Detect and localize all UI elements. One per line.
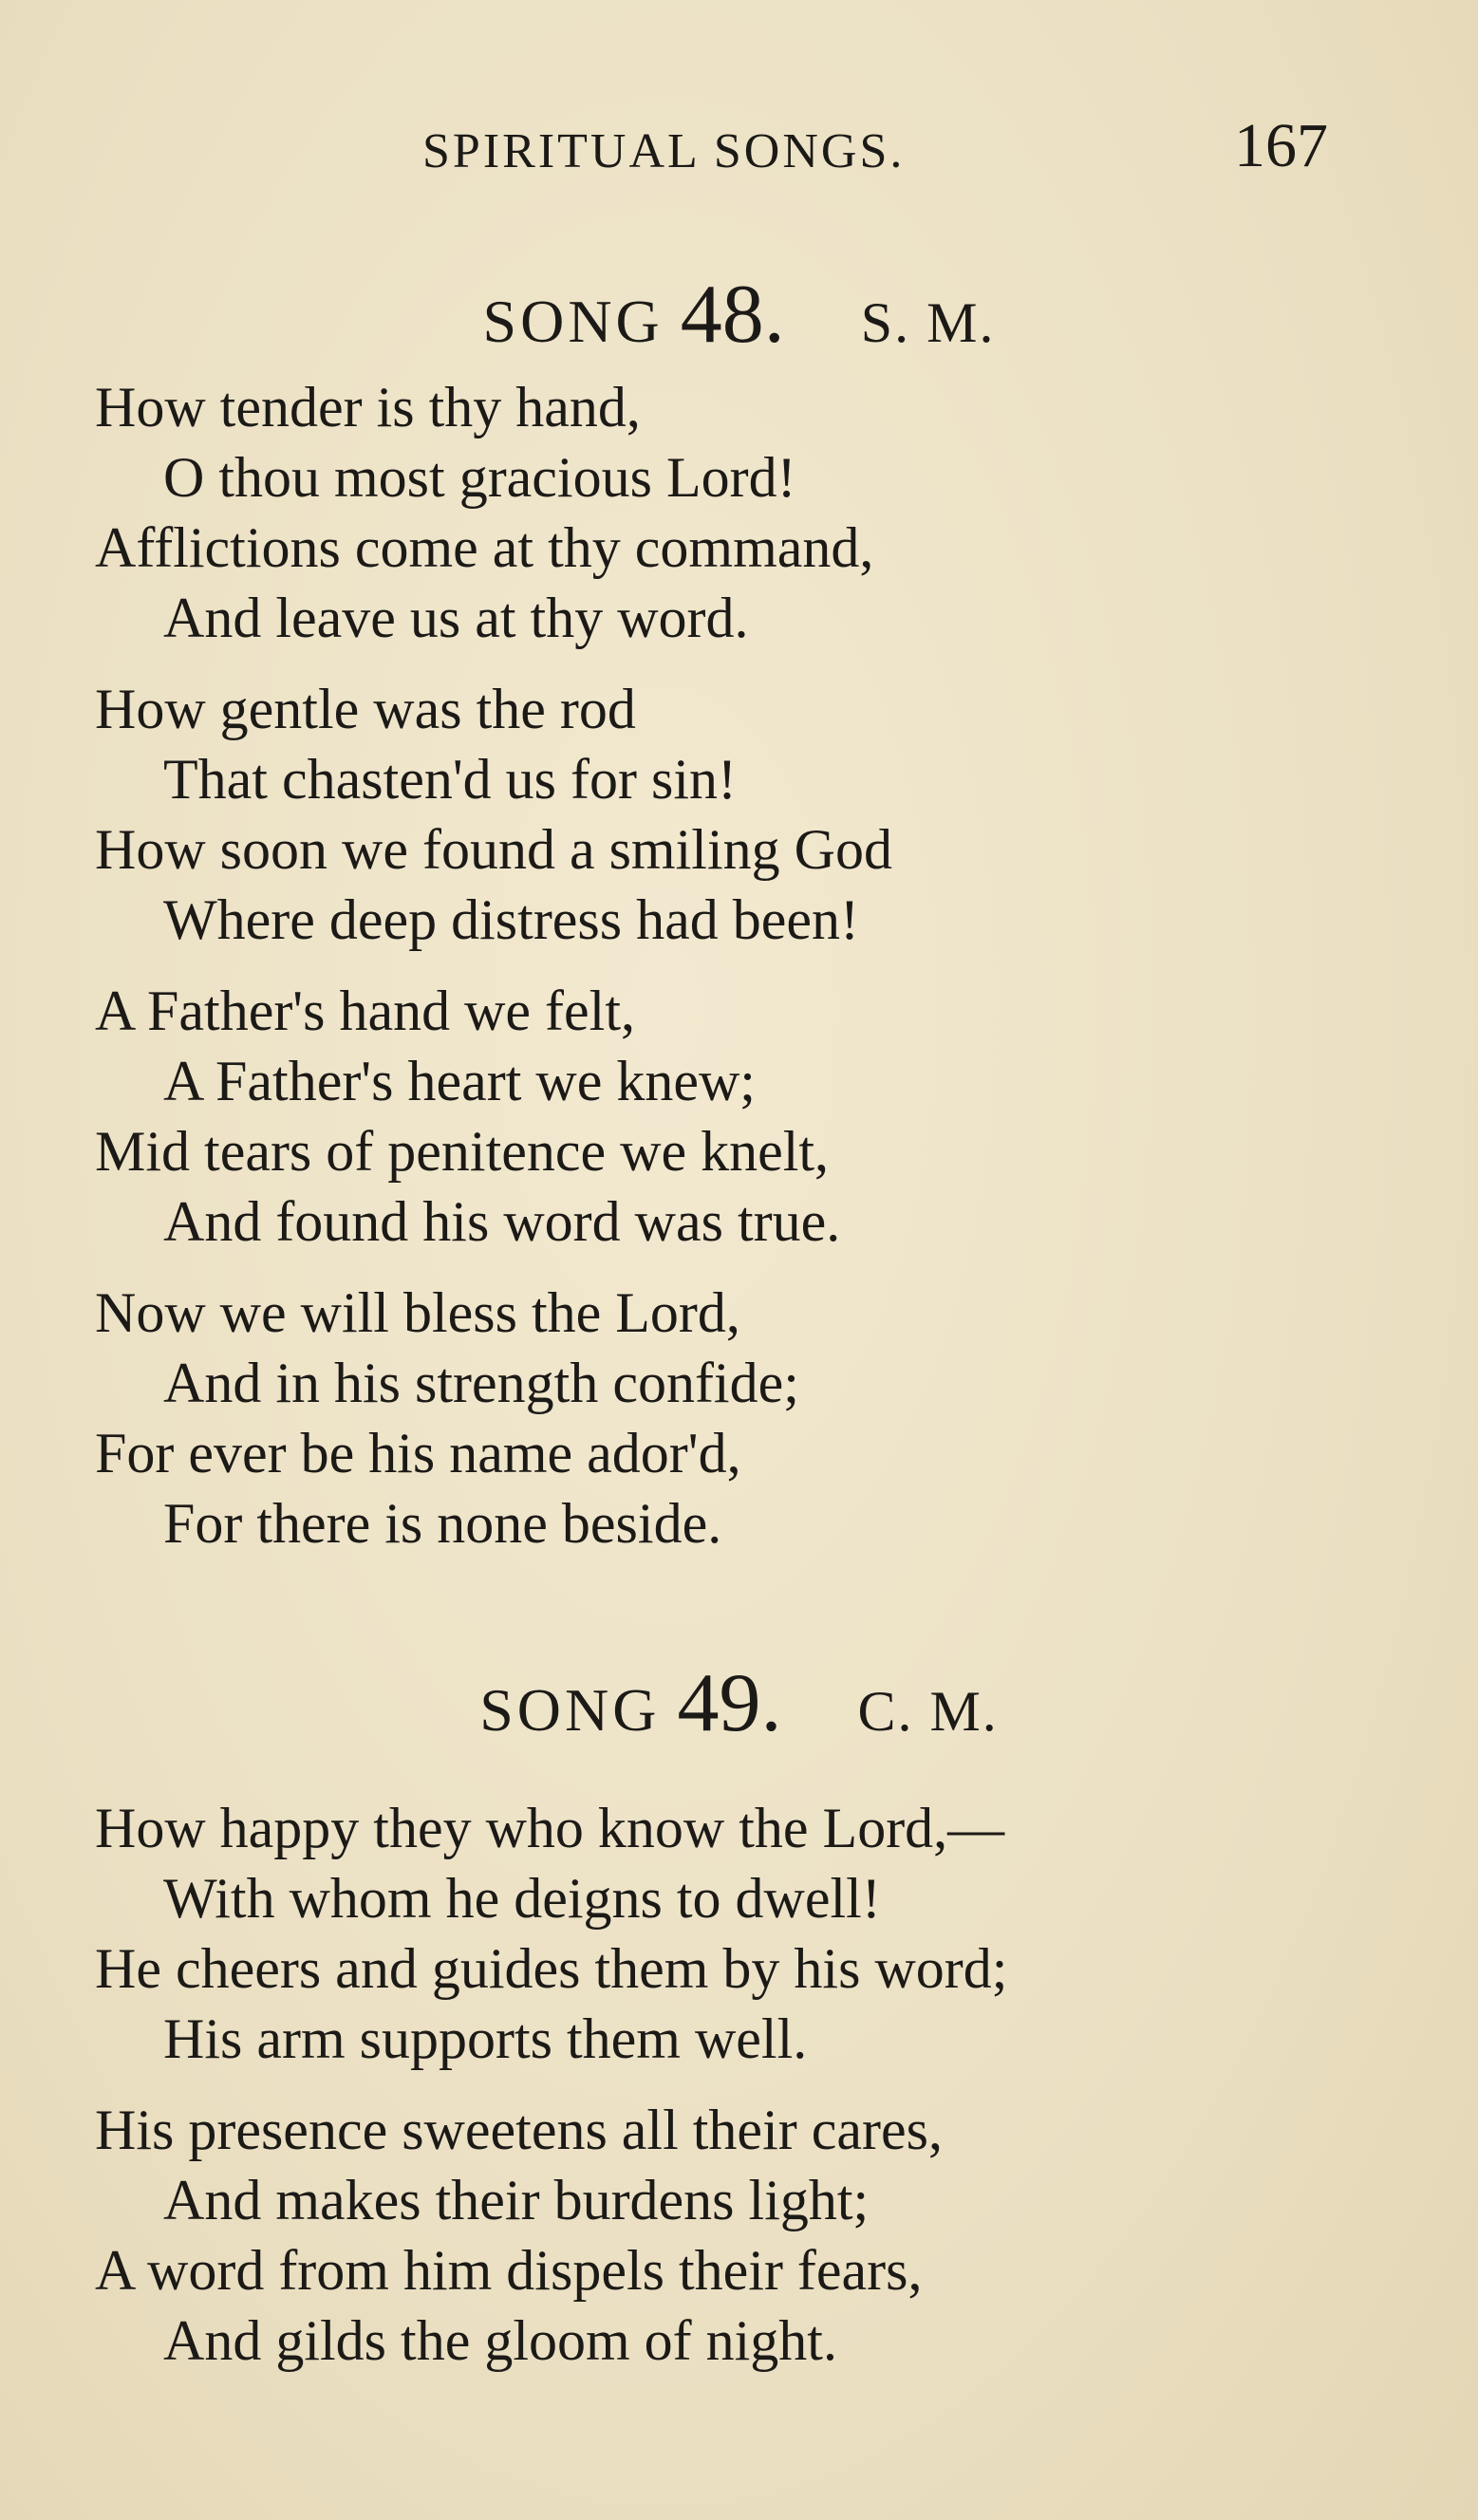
stanza <box>0 2095 1478 2376</box>
verse-line: A Father's heart we knew; <box>163 1050 756 1112</box>
stanza <box>0 976 1478 1257</box>
song-label: SONG <box>479 1676 661 1744</box>
verse-line: A word from him dispels their fears, <box>95 2239 923 2302</box>
verse-line: Afflictions come at thy command, <box>95 516 874 579</box>
verse-line: And leave us at thy word. <box>163 587 749 649</box>
song-heading <box>0 1647 1478 1761</box>
stanza <box>0 1278 1478 1559</box>
verse-line: Mid tears of penitence we knelt, <box>95 1120 830 1183</box>
stanza <box>0 1793 1478 2074</box>
song-stanzas <box>0 372 1478 1559</box>
verse-line: His presence sweetens all their cares, <box>95 2099 943 2161</box>
verse-line: His arm supports them well. <box>163 2007 808 2070</box>
song-meter: S. M. <box>860 291 996 354</box>
verse-line: A Father's hand we felt, <box>95 980 636 1042</box>
verse-line: For ever be his name ador'd, <box>95 1422 741 1484</box>
verse-line: With whom he deigns to dwell! <box>163 1867 881 1930</box>
song-48 <box>0 258 1478 1559</box>
verse-line: And gilds the gloom of night. <box>163 2309 837 2372</box>
song-number: 49. <box>677 1657 782 1749</box>
running-title: SPIRITUAL SONGS. <box>422 124 906 178</box>
song-49 <box>0 1647 1478 2376</box>
verse-line: And found his word was true. <box>163 1190 841 1253</box>
song-stanzas <box>0 1793 1478 2376</box>
verse-line: How tender is thy hand, <box>95 376 641 439</box>
verse-line: For there is none beside. <box>163 1492 722 1555</box>
song-label: SONG <box>482 288 664 355</box>
verse-line: How gentle was the rod <box>95 678 636 740</box>
verse-line: And in his strength confide; <box>163 1352 799 1414</box>
verse-line: How happy they who know the Lord,— <box>95 1797 1005 1859</box>
verse-line: That chasten'd us for sin! <box>163 748 737 811</box>
verse-line: Where deep distress had been! <box>163 888 860 951</box>
verse-line: O thou most gracious Lord! <box>163 446 796 509</box>
song-heading <box>0 258 1478 372</box>
verse-line: Now we will bless the Lord, <box>95 1281 740 1344</box>
running-head <box>0 112 1478 188</box>
stanza <box>0 372 1478 653</box>
page-number: 167 <box>1234 111 1328 180</box>
verse-line: He cheers and guides them by his word; <box>95 1937 1008 2000</box>
stanza <box>0 674 1478 955</box>
verse-line: How soon we found a smiling God <box>95 818 892 881</box>
verse-line: And makes their burdens light; <box>163 2169 870 2231</box>
song-meter: C. M. <box>857 1680 999 1743</box>
song-number: 48. <box>680 269 785 361</box>
